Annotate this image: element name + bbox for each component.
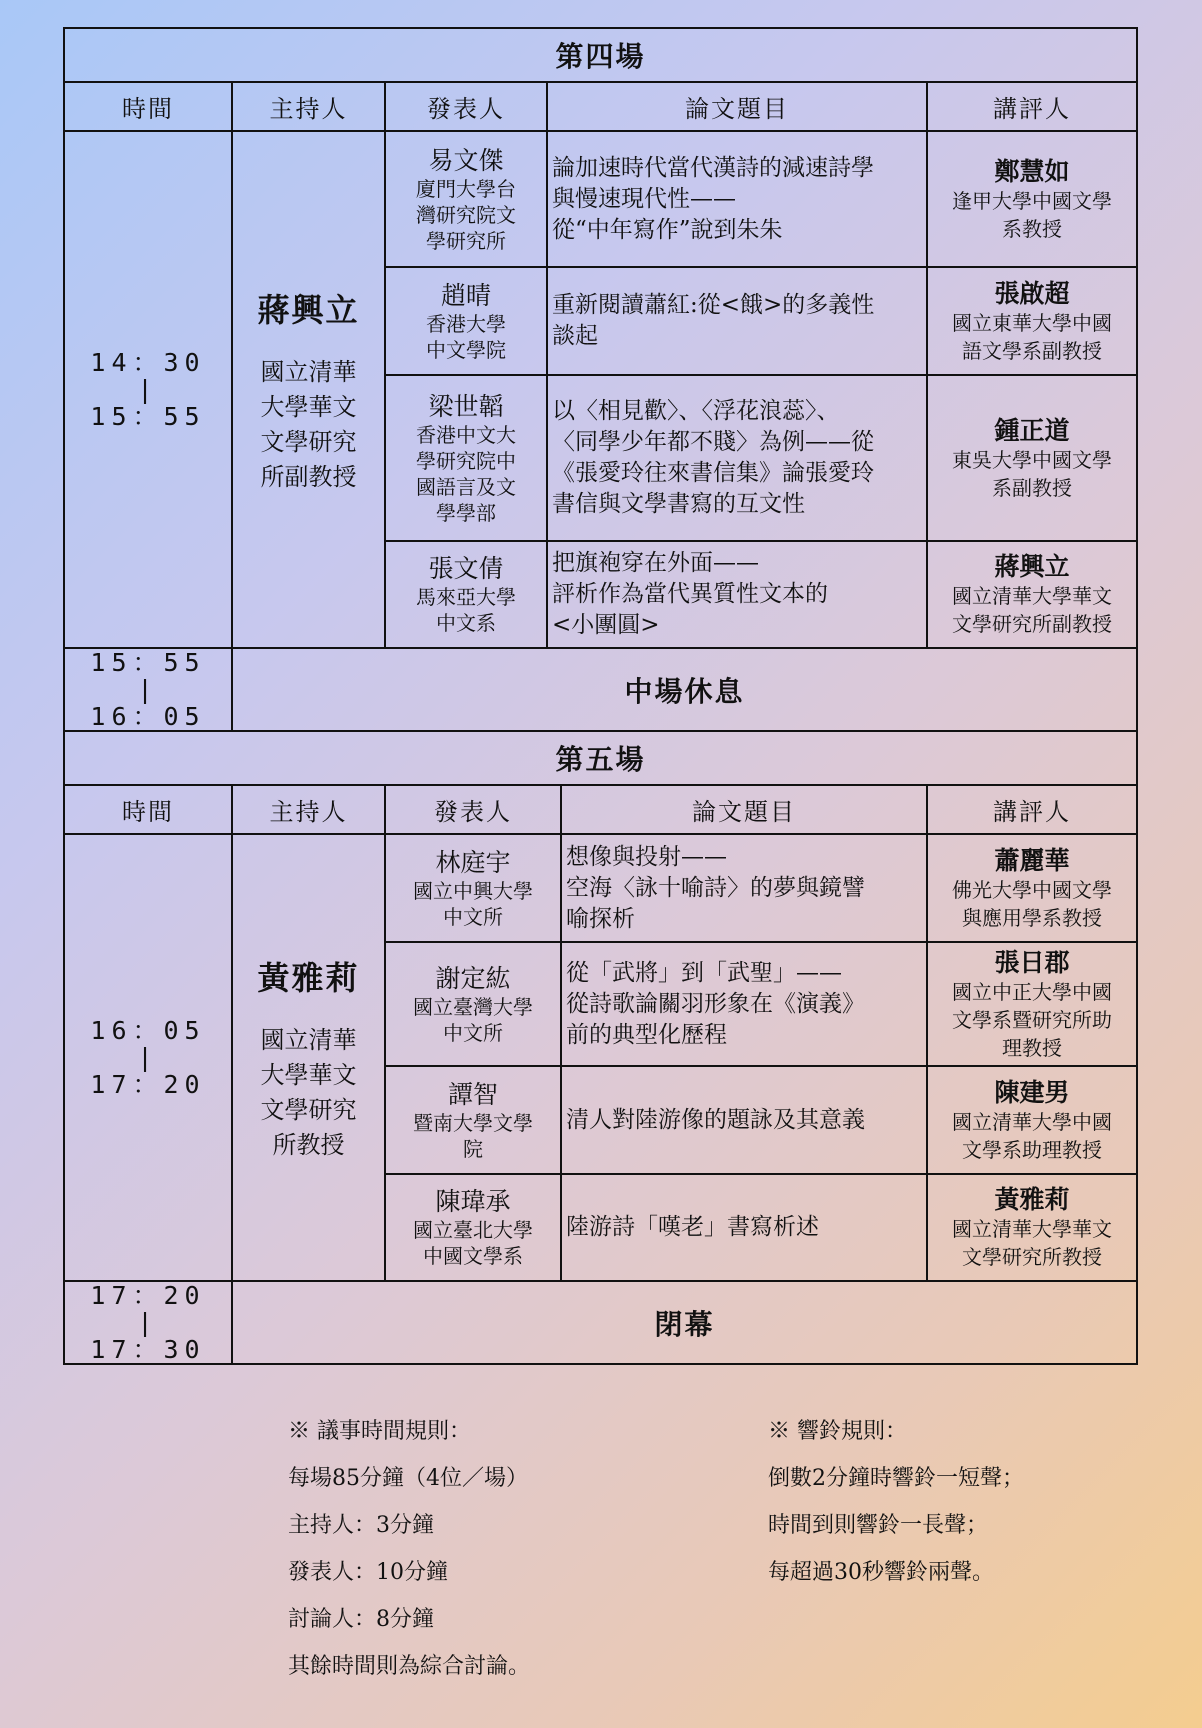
presenter-cell: 梁世韜 香港中文大 學研究院中 國語言及文 學學部 <box>385 375 547 541</box>
header-title: 論文題目 <box>561 785 927 834</box>
session-5-table <box>63 730 1138 1365</box>
session-4-title: 第四場 <box>64 28 1137 82</box>
rule-line: 主持人：3分鐘 <box>288 1513 434 1538</box>
session-4-table <box>63 27 1138 732</box>
rules-heading: ※ 議事時間規則： <box>288 1419 471 1444</box>
header-presenter: 發表人 <box>385 82 547 131</box>
paper-title: 重新閱讀蕭紅:從<餓>的多義性 談起 <box>547 267 927 375</box>
rule-line: 發表人：10分鐘 <box>288 1560 448 1585</box>
header-host: 主持人 <box>232 82 385 131</box>
presenter-cell: 陳瑋承 國立臺北大學 中國文學系 <box>385 1174 561 1281</box>
discussant-cell: 鍾正道 東吳大學中國文學 系副教授 <box>927 375 1137 541</box>
session-5-time: 16：05 | 17：20 <box>64 834 232 1281</box>
presenter-cell: 謝定紘 國立臺灣大學 中文所 <box>385 942 561 1066</box>
header-discussant: 講評人 <box>927 82 1137 131</box>
paper-title: 清人對陸游像的題詠及其意義 <box>561 1066 927 1174</box>
meeting-time-rules <box>288 1408 530 1690</box>
header-discussant: 講評人 <box>927 785 1137 834</box>
presenter-cell: 趙晴 香港大學 中文學院 <box>385 267 547 375</box>
presenter-cell: 譚智 暨南大學文學 院 <box>385 1066 561 1174</box>
session-4-host: 蔣興立 國立清華 大學華文 文學研究 所副教授 <box>232 131 385 648</box>
rule-line: 每超過30秒響鈴兩聲。 <box>768 1560 994 1585</box>
session-5-host: 黃雅莉 國立清華 大學華文 文學研究 所教授 <box>232 834 385 1281</box>
closing-label: 閉幕 <box>232 1281 1137 1364</box>
discussant-cell: 蕭麗華 佛光大學中國文學 與應用學系教授 <box>927 834 1137 942</box>
paper-title: 想像與投射—— 空海〈詠十喻詩〉的夢與鏡譬 喻探析 <box>561 834 927 942</box>
rule-line: 倒數2分鐘時響鈴一短聲； <box>768 1466 1024 1491</box>
header-time: 時間 <box>64 82 232 131</box>
header-title: 論文題目 <box>547 82 927 131</box>
break-time: 15：55 | 16：05 <box>64 648 232 731</box>
paper-title: 從「武將」到「武聖」—— 從詩歌論關羽形象在《演義》 前的典型化歷程 <box>561 942 927 1066</box>
session-5-title: 第五場 <box>64 731 1137 785</box>
header-time: 時間 <box>64 785 232 834</box>
discussant-cell: 蔣興立 國立清華大學華文 文學研究所副教授 <box>927 541 1137 648</box>
paper-title: 論加速時代當代漢詩的減速詩學 與慢速現代性—— 從“中年寫作”說到朱朱 <box>547 131 927 267</box>
discussant-cell: 張日郡 國立中正大學中國 文學系暨研究所助 理教授 <box>927 942 1137 1066</box>
rule-line: 每場85分鐘（4位／場） <box>288 1466 528 1491</box>
closing-time: 17：20 | 17：30 <box>64 1281 232 1364</box>
presenter-cell: 林庭宇 國立中興大學 中文所 <box>385 834 561 942</box>
header-host: 主持人 <box>232 785 385 834</box>
header-presenter: 發表人 <box>385 785 561 834</box>
rule-line: 時間到則響鈴一長聲； <box>768 1513 989 1538</box>
paper-title: 把旗袍穿在外面—— 評析作為當代異質性文本的 <小團圓> <box>547 541 927 648</box>
discussant-cell: 張啟超 國立東華大學中國 語文學系副教授 <box>927 267 1137 375</box>
discussant-cell: 陳建男 國立清華大學中國 文學系助理教授 <box>927 1066 1137 1174</box>
break-label: 中場休息 <box>232 648 1137 731</box>
session-4-time: 14：30 | 15：55 <box>64 131 232 648</box>
paper-title: 陸游詩「嘆老」書寫析述 <box>561 1174 927 1281</box>
rule-line: 其餘時間則為綜合討論。 <box>288 1654 531 1679</box>
presenter-cell: 張文倩 馬來亞大學 中文系 <box>385 541 547 648</box>
bell-rules <box>768 1408 1024 1596</box>
discussant-cell: 鄭慧如 逢甲大學中國文學 系教授 <box>927 131 1137 267</box>
presenter-cell: 易文傑 廈門大學台 灣研究院文 學研究所 <box>385 131 547 267</box>
rules-heading: ※ 響鈴規則： <box>768 1419 907 1444</box>
rule-line: 討論人：8分鐘 <box>288 1607 434 1632</box>
discussant-cell: 黃雅莉 國立清華大學華文 文學研究所教授 <box>927 1174 1137 1281</box>
paper-title: 以〈相見歡〉、〈浮花浪蕊〉、 〈同學少年都不賤〉為例——從 《張愛玲往來書信集》論張愛玲 書信與文學書寫的互文性 <box>547 375 927 541</box>
